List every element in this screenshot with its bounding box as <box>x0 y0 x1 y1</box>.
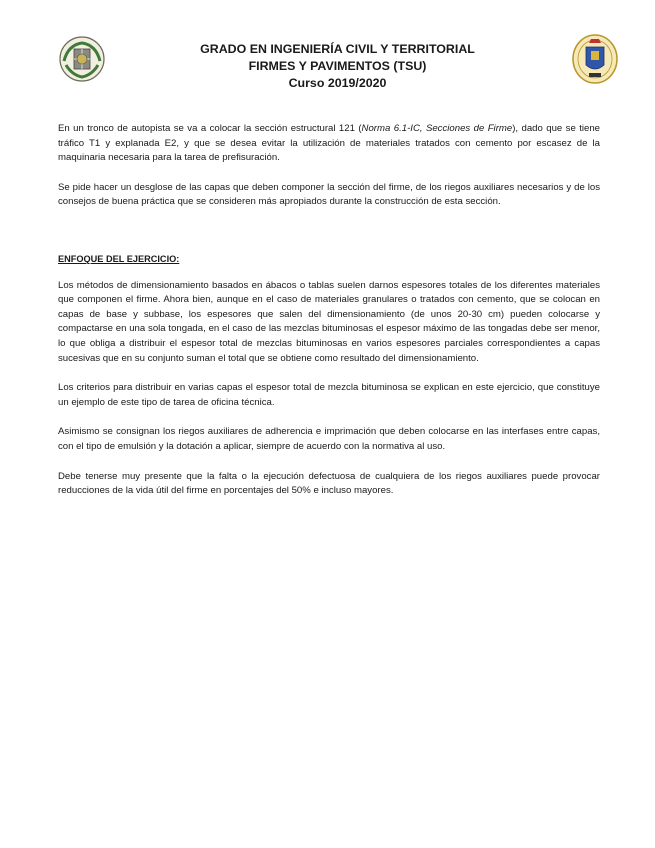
paragraph-warning: Debe tenerse muy presente que la falta o la ejecución defectuosa de cualquiera de los riegos auxiliares puede provocar reducciones de la vida útil del firme en porcentajes del 50% e incluso mayores. <box>58 470 600 497</box>
paragraph-approach: Los métodos de dimensionamiento basados en ábacos o tablas suelen darnos espesores totales de los diferentes materiales que componen el firme. Ahora bien, aunque en el caso de materiales granulares o tratados con cemento, que se colocan en capas de base y subbase, los espesores que salen del dimensionamiento (de unos 20-30 cm) pueden colocarse y compactarse en una sola tongada, en el caso de las mezclas bituminosas el espesor máximo de las tongadas debe ser menor, lo que obliga a distribuir el espesor total de mezclas bituminosas en varios espesores parciales correspondientes a capas sucesivas que en su conjunto suman el total que se obtiene como resultado del dimensionamiento. <box>58 279 600 364</box>
norm-reference: Norma 6.1-IC, Secciones de Firme <box>361 123 513 134</box>
document-header <box>130 41 545 92</box>
section-heading: ENFOQUE DEL EJERCICIO: <box>58 253 180 264</box>
paragraph-task: Se pide hacer un desglose de las capas que deben componer la sección del firme, de los riegos auxiliares necesarios y de los consejos de buena práctica que se consideren más apropiados durante la construcción de esta sección. <box>58 181 600 208</box>
paragraph-tack-coats: Asimismo se consignan los riegos auxiliares de adherencia e imprimación que deben colocarse en las interfases entre capas, con el tipo de emulsión y la dotación a aplicar, siempre de acuerdo con la normativa al uso. <box>58 426 600 452</box>
academic-year: Curso 2019/2020 <box>288 76 387 90</box>
school-emblem-icon <box>58 35 106 83</box>
paragraph-criteria: Los criterios para distribuir en varias capas el espesor total de mezcla bituminosa se explican en este ejercicio, que constituye un ejemplo de este tipo de tarea de oficina técnica. <box>58 382 600 408</box>
university-seal-icon <box>571 33 619 85</box>
document-body <box>58 122 600 499</box>
paragraph-statement: En un tronco de autopista se va a colocar la sección estructural 121 (Norma 6.1-IC, Secciones de Firme), dado que se tiene tráfico T1 y explanada E2, y que se desea evitar la utilización de materiales tratados con cemento por escasez de la maquinaria necesaria para la tarea de prefisuración. <box>58 123 601 164</box>
course-subject: FIRMES Y PAVIMENTOS (TSU) <box>248 59 427 73</box>
degree-title: GRADO EN INGENIERÍA CIVIL Y TERRITORIAL <box>200 42 475 56</box>
